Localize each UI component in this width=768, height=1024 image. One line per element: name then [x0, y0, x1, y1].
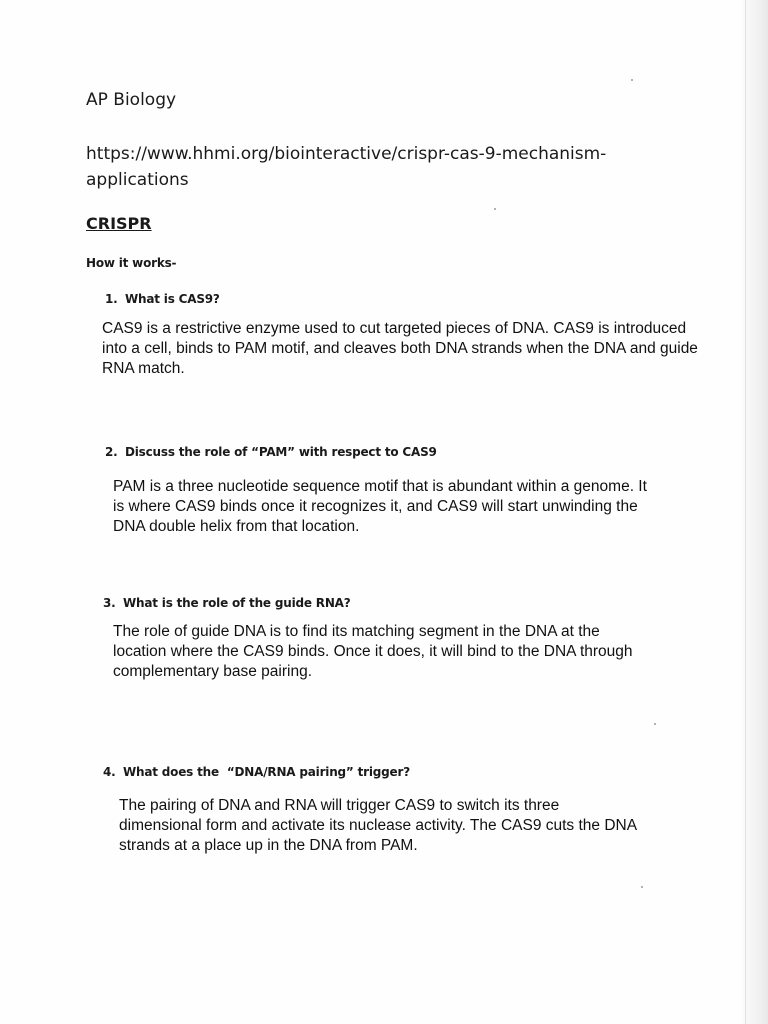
section-title: CRISPR [86, 214, 152, 233]
course-title: AP Biology [86, 90, 177, 110]
question-text: What does the “DNA/RNA pairing” trigger? [123, 765, 410, 779]
section-subtitle: How it works- [86, 256, 177, 270]
source-url: https://www.hhmi.org/biointeractive/crispr-cas-9-mechanism-applications [86, 144, 607, 190]
page-edge-line [745, 0, 746, 1024]
question-number: 2. [105, 445, 118, 459]
answer-1: CAS9 is a restrictive enzyme used to cut targeted pieces of DNA. CAS9 is introduced into a cell, binds to PAM motif, and cleaves both DNA strands when the DNA and guide RNA match. [102, 320, 698, 377]
question-text: What is the role of the guide RNA? [123, 596, 351, 610]
question-4 [103, 765, 410, 779]
answer-2: PAM is a three nucleotide sequence motif that is abundant within a genome. It is where CAS9 binds once it recognizes it, and CAS9 will start unwinding the DNA double helix from that location. [113, 478, 647, 535]
question-number: 3. [103, 596, 116, 610]
question-3 [103, 596, 351, 610]
answer-4: The pairing of DNA and RNA will trigger CAS9 to switch its three dimensional form and activate its nuclease activity. The CAS9 cuts the DNA strands at a place up in the DNA from PAM. [119, 797, 637, 854]
question-text: Discuss the role of “PAM” with respect to CAS9 [125, 445, 437, 459]
question-text: What is CAS9? [125, 292, 220, 306]
scan-speck [494, 208, 496, 210]
scan-speck [631, 79, 633, 81]
question-2 [105, 445, 437, 459]
question-number: 4. [103, 765, 116, 779]
answer-3: The role of guide DNA is to find its matching segment in the DNA at the location where the CAS9 binds. Once it does, it will bind to the DNA through complementary base pairing. [113, 623, 633, 680]
scan-speck [641, 886, 643, 888]
question-1 [105, 292, 220, 306]
question-number: 1. [105, 292, 118, 306]
scan-speck [654, 723, 656, 725]
